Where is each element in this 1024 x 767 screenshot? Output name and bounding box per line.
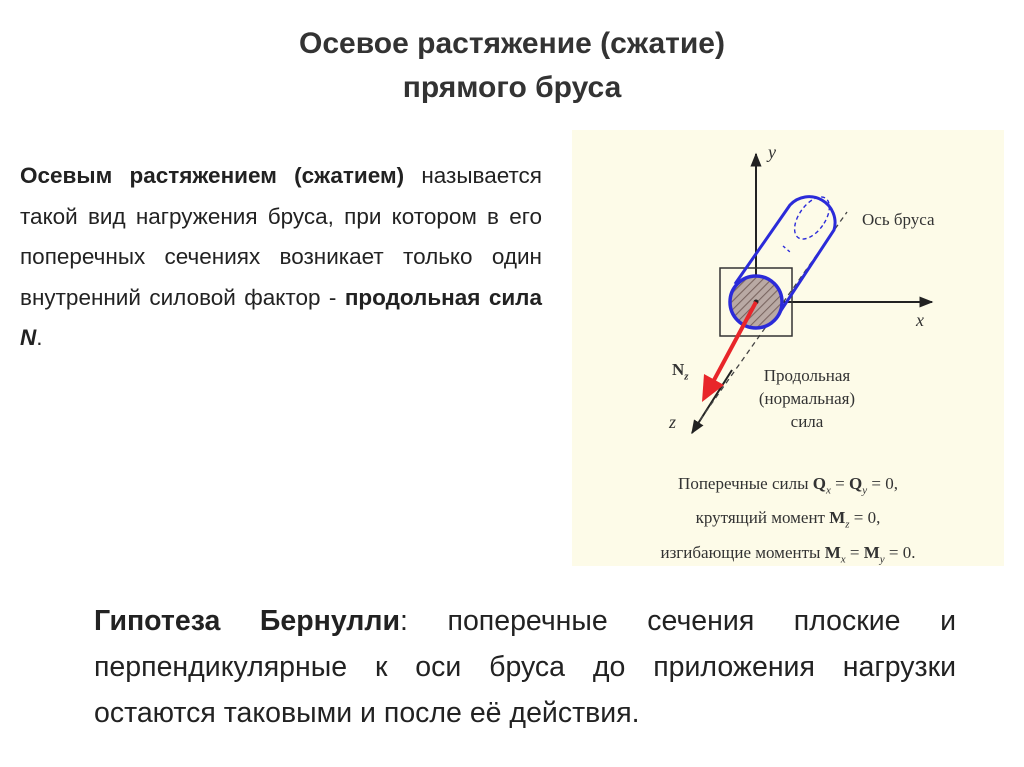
bar-diagram: [572, 130, 1004, 566]
condition-shear-forces: Поперечные силы $Q_x = Q_y = 0$,: [678, 474, 898, 497]
definition-text: называется такой вид нагружения бруса, при котором в его поперечных сечениях возникает только один внутренний силовой фактор -: [20, 163, 542, 310]
y-axis-label: y: [768, 142, 776, 162]
slide-title: [0, 22, 1024, 110]
bernoulli-hypothesis: [94, 598, 956, 736]
z-axis-label: z: [669, 412, 677, 432]
definition-paragraph: [20, 156, 542, 359]
condition-bending-moments: изгибающие моменты $M_x = M_y = 0$.: [660, 542, 916, 566]
condition-torque: крутящий момент $M_z = 0$,: [695, 508, 881, 531]
title-line-1: Осевое растяжение (сжатие): [299, 27, 725, 60]
force-variable: N: [20, 325, 37, 350]
force-description: Продольная (нормальная) сила: [758, 366, 856, 431]
definition-highlight: продольная сила N: [20, 284, 542, 350]
definition-term: Осевым растяжением (сжатием): [20, 163, 405, 188]
x-axis-label: x: [916, 310, 924, 330]
bar-axis-label: Ось бруса: [862, 210, 935, 229]
conditions-block: [572, 470, 1004, 573]
hypothesis-term: Гипотеза Бернулли: [94, 605, 401, 637]
force-label: $N_z$: [672, 360, 689, 383]
hypothesis-text: : поперечные сечения плоские и перпендикулярные к оси бруса до приложения нагрузки остаются таковыми и после её действия.: [94, 605, 956, 729]
definition-end: .: [36, 325, 43, 350]
title-line-2: прямого бруса: [402, 71, 622, 104]
